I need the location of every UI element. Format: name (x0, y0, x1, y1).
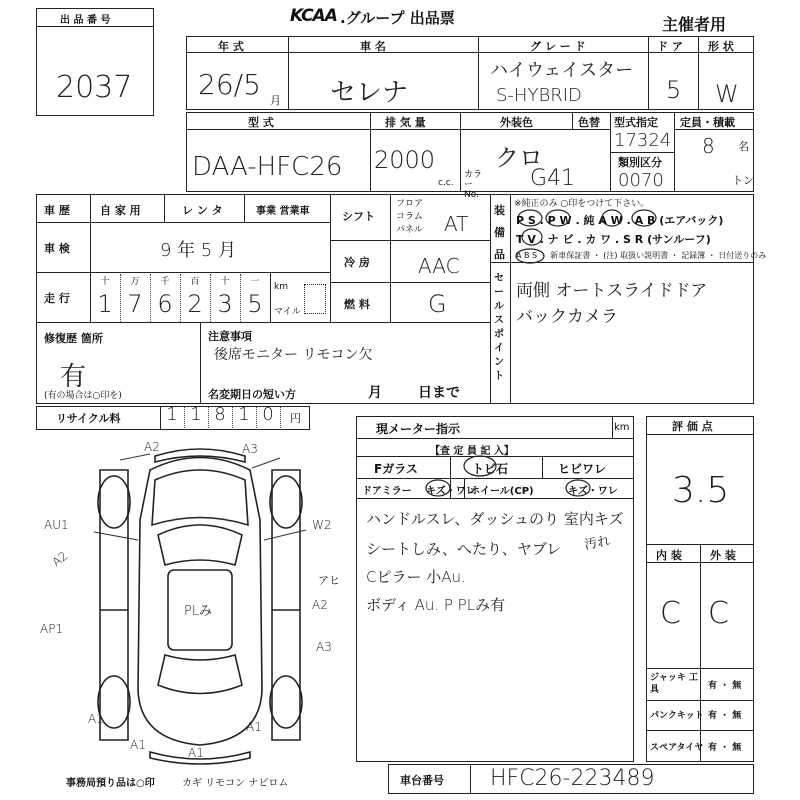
digit-label: 十 (100, 277, 110, 287)
diagram-mark-a1-4: A1 (246, 720, 262, 734)
ext-color-label: 外装色 (500, 116, 533, 129)
door-value: 5 (666, 76, 682, 104)
footer-note: 事務局預り品は○印 (66, 778, 155, 789)
color-change-label: 色替 (578, 116, 600, 129)
digit-label: 千 (160, 277, 170, 287)
name-label: 車 名 (360, 40, 386, 53)
meter-unit: km (614, 422, 630, 433)
interior-value: C (660, 596, 681, 631)
shift-option-panel[interactable]: パネル (396, 225, 424, 235)
color-no-label: カラー No. (464, 170, 483, 200)
wheel-front-right (270, 476, 302, 528)
mileage-digit: 5 (247, 290, 263, 318)
car-windshield (158, 525, 242, 565)
recycle-digit: 1 (238, 404, 250, 425)
shift-option-column[interactable]: コラム (396, 212, 423, 222)
mileage-digit: 1 (97, 290, 113, 318)
capacity-unit: 名 (738, 140, 749, 153)
f-glass-label: Fガラス (374, 462, 418, 476)
load-unit: トン (732, 174, 754, 187)
shape-label: 形 状 (708, 40, 734, 53)
circle-tv (522, 229, 542, 245)
circle-ab (632, 210, 656, 226)
circle-tobi (464, 456, 496, 476)
ac-label: 冷 房 (344, 256, 370, 269)
shift-value: AT (444, 212, 469, 236)
displacement-value: 2000 (374, 146, 436, 174)
wheel-rear-right (270, 676, 302, 728)
mileage-digit: 7 (127, 290, 143, 318)
rename-label: 名変期日の短い方 (208, 388, 296, 401)
mileage-digit: 3 (217, 290, 233, 318)
rating-value: 3.5 (672, 470, 730, 511)
car-hood (152, 470, 248, 525)
year-value: 26/5 (198, 68, 261, 101)
inspector-note-1: ハンドルスレ、ダッシュのり 室内キズ (366, 510, 624, 528)
capacity-label: 定員・積載 (680, 116, 735, 129)
wheel-value: キズ・ワレ (568, 486, 618, 497)
shift-option-floor[interactable]: フロア (396, 199, 424, 209)
front-bumper (155, 449, 245, 462)
car-rear-window (158, 655, 242, 694)
meter-label: 現メーター指示 (376, 422, 461, 436)
car-name-value: セレナ (330, 78, 409, 108)
circle-wheel-kizu (566, 480, 590, 496)
sales-points-label: セールスポイント (494, 273, 504, 382)
f-glass-value: トビ石 (472, 462, 509, 476)
history-option-business[interactable]: 事業 営業車 (256, 206, 310, 217)
diagram-mark-a2-right: A2 (312, 598, 328, 612)
diagram-mark-ahi: アヒ (318, 574, 340, 587)
grade-label: グ レ ー ド (530, 40, 586, 53)
mileage-digit: 6 (157, 290, 173, 318)
diagram-mark-au1: AU1 (44, 518, 69, 532)
rename-day: 日まで (418, 385, 460, 401)
rating-label: 評 価 点 (672, 420, 713, 433)
grade-value-1: ハイウェイスター (490, 60, 634, 81)
equipment-line-2: T V . ナ ビ . カ ワ . S R (サンルーフ) (516, 233, 711, 246)
interior-label: 内 装 (656, 549, 682, 562)
equipment-label: 装 備 品 (494, 204, 505, 261)
disp-unit: c.c. (438, 178, 454, 188)
exterior-label: 外 装 (710, 549, 736, 562)
repair-value: 有 (60, 362, 87, 392)
wheel-front-left (98, 476, 130, 528)
diagram-mark-a2-left: A2 (49, 548, 71, 570)
class-label: 類別区分 (618, 156, 662, 169)
repair-label: 修復歴 箇所 (44, 332, 103, 345)
inspection-label: 車 検 (44, 242, 70, 255)
fuel-value: G (428, 290, 447, 318)
diagram-mark-a2-top: A2 (144, 440, 160, 454)
diagram-mark-a1-2: A1 (130, 738, 146, 752)
mileage-label: 走 行 (44, 292, 70, 305)
chassis-label: 車台番号 (400, 774, 444, 787)
equipment-line-1: P S . P W . 純 A W . A B (エアバック) (516, 214, 724, 227)
car-left-side (100, 470, 128, 740)
circle-pw (546, 210, 570, 226)
sales-point-2: バックカメラ (516, 307, 618, 327)
recycle-unit: 円 (290, 412, 301, 425)
mileage-digit: 2 (187, 290, 203, 318)
capacity-value: 8 (702, 134, 715, 158)
remarks-value: 後席モニター リモコン欠 (214, 347, 373, 363)
year-suffix: 月 (270, 94, 281, 107)
class-value: 0070 (618, 170, 664, 191)
ac-value: AAC (418, 254, 460, 278)
displacement-label: 排 気 量 (385, 116, 426, 129)
year-label: 年 式 (218, 40, 244, 53)
shift-label: シフト (342, 210, 375, 223)
mileage-unit-mile: マイル (274, 307, 301, 317)
equipment-line-3: A B S ・ 新車保証書 ・ (注) 取扱い説明書 ・ 記録簿 ・ 日付送りのみ (516, 251, 767, 260)
diagram-mark-w2: W2 (312, 518, 332, 532)
remarks-label: 注意事項 (208, 330, 252, 343)
model-value: DAA-HFC26 (192, 152, 343, 182)
spare-tire-option[interactable]: 有 ・ 無 (708, 743, 742, 753)
fuel-label: 燃 料 (344, 298, 370, 311)
crack-label: ヒビワレ (558, 462, 607, 476)
diagram-mark-a1-1: A1 (88, 712, 104, 726)
inspector-note-side: 汚れ (583, 533, 612, 554)
footer-items: カギ リモコン ナビロム (182, 778, 289, 789)
ext-color-value: クロ (495, 144, 543, 172)
diagram-mark-plmi: PLみ (184, 604, 213, 619)
type-desig-label: 型式指定 (614, 116, 658, 129)
recycle-digit: 0 (262, 404, 274, 425)
rename-month: 月 (368, 385, 382, 401)
door-mirror-label: ドアミラー (362, 486, 412, 497)
spare-tire-label: スペアタイヤ (650, 743, 704, 753)
inspector-header: 【査 定 員 記 入】 (430, 446, 514, 457)
mile-checkbox[interactable] (304, 284, 326, 314)
history-option-private[interactable]: 自 家 用 (100, 204, 141, 217)
shape-value: W (715, 80, 739, 108)
color-no-value: G41 (530, 166, 576, 191)
repair-note: (有の場合は○印を) (44, 391, 122, 401)
diagram-mark-a3-right: A3 (316, 640, 332, 654)
recycle-digit: 1 (190, 404, 202, 425)
lot-number-label: 出 品 番 号 (60, 15, 111, 26)
lot-number-value: 2037 (56, 70, 133, 105)
diagram-mark-a1-3: A1 (188, 746, 204, 760)
kcaa-logo: KCAA (290, 6, 337, 26)
digit-label: 十 (220, 277, 230, 287)
inspector-note-4: ボディ Au. P PLみ有 (366, 596, 506, 614)
puncture-kit-label: パンクキット (650, 711, 704, 721)
circle-aw (602, 210, 622, 226)
inspector-note-3: Cピラー 小Au. (366, 568, 466, 586)
grade-value-2: S-HYBRID (496, 85, 582, 106)
diagram-mark-ap1: AP1 (40, 622, 64, 636)
recycle-label: リサイクル料 (56, 412, 121, 425)
diagram-mark-a3-top: A3 (242, 442, 258, 456)
recycle-digit: 1 (166, 404, 178, 425)
mileage-digits (90, 290, 270, 318)
jack-label: ジャッキ 工具 (650, 673, 698, 695)
history-option-rental[interactable]: レ ン タ (182, 204, 223, 217)
circle-mirror-kizu (426, 480, 450, 496)
inspector-note-2: シートしみ、へたり、ヤブレ (366, 540, 562, 558)
puncture-kit-option[interactable]: 有 ・ 無 (708, 711, 742, 721)
door-label: ド ア (657, 40, 683, 53)
circle-abs (516, 249, 544, 263)
digit-label: 百 (190, 277, 200, 287)
chassis-value: HFC26-223489 (490, 766, 655, 791)
jack-option[interactable]: 有 ・ 無 (708, 681, 742, 691)
history-label: 車 歴 (44, 204, 70, 217)
form-title: .グループ 出品票 (340, 9, 455, 27)
inspector-circles (420, 448, 600, 498)
equipment-circles (510, 206, 680, 264)
recycle-digits (160, 404, 280, 425)
exterior-value: C (708, 596, 729, 631)
sales-point-1: 両側 オートスライドドア (516, 281, 708, 301)
circle-ps (518, 210, 542, 226)
model-label: 型 式 (248, 116, 274, 129)
recycle-digit: 8 (214, 404, 226, 425)
organizer-label: 主催者用 (662, 15, 727, 34)
door-mirror-value: キズ・ワレ (426, 486, 476, 497)
mileage-unit-km: km (274, 282, 288, 292)
type-desig-value: 17324 (614, 130, 672, 151)
digit-label: 一 (250, 277, 260, 287)
inspection-value: 9 年 5 月 (160, 240, 237, 261)
digit-label: 万 (130, 277, 140, 287)
wheel-label: ホイール(CP) (470, 486, 534, 497)
car-right-side (272, 470, 300, 740)
equipment-note: ※純正のみ ○印をつけて下さい。 (514, 199, 650, 209)
